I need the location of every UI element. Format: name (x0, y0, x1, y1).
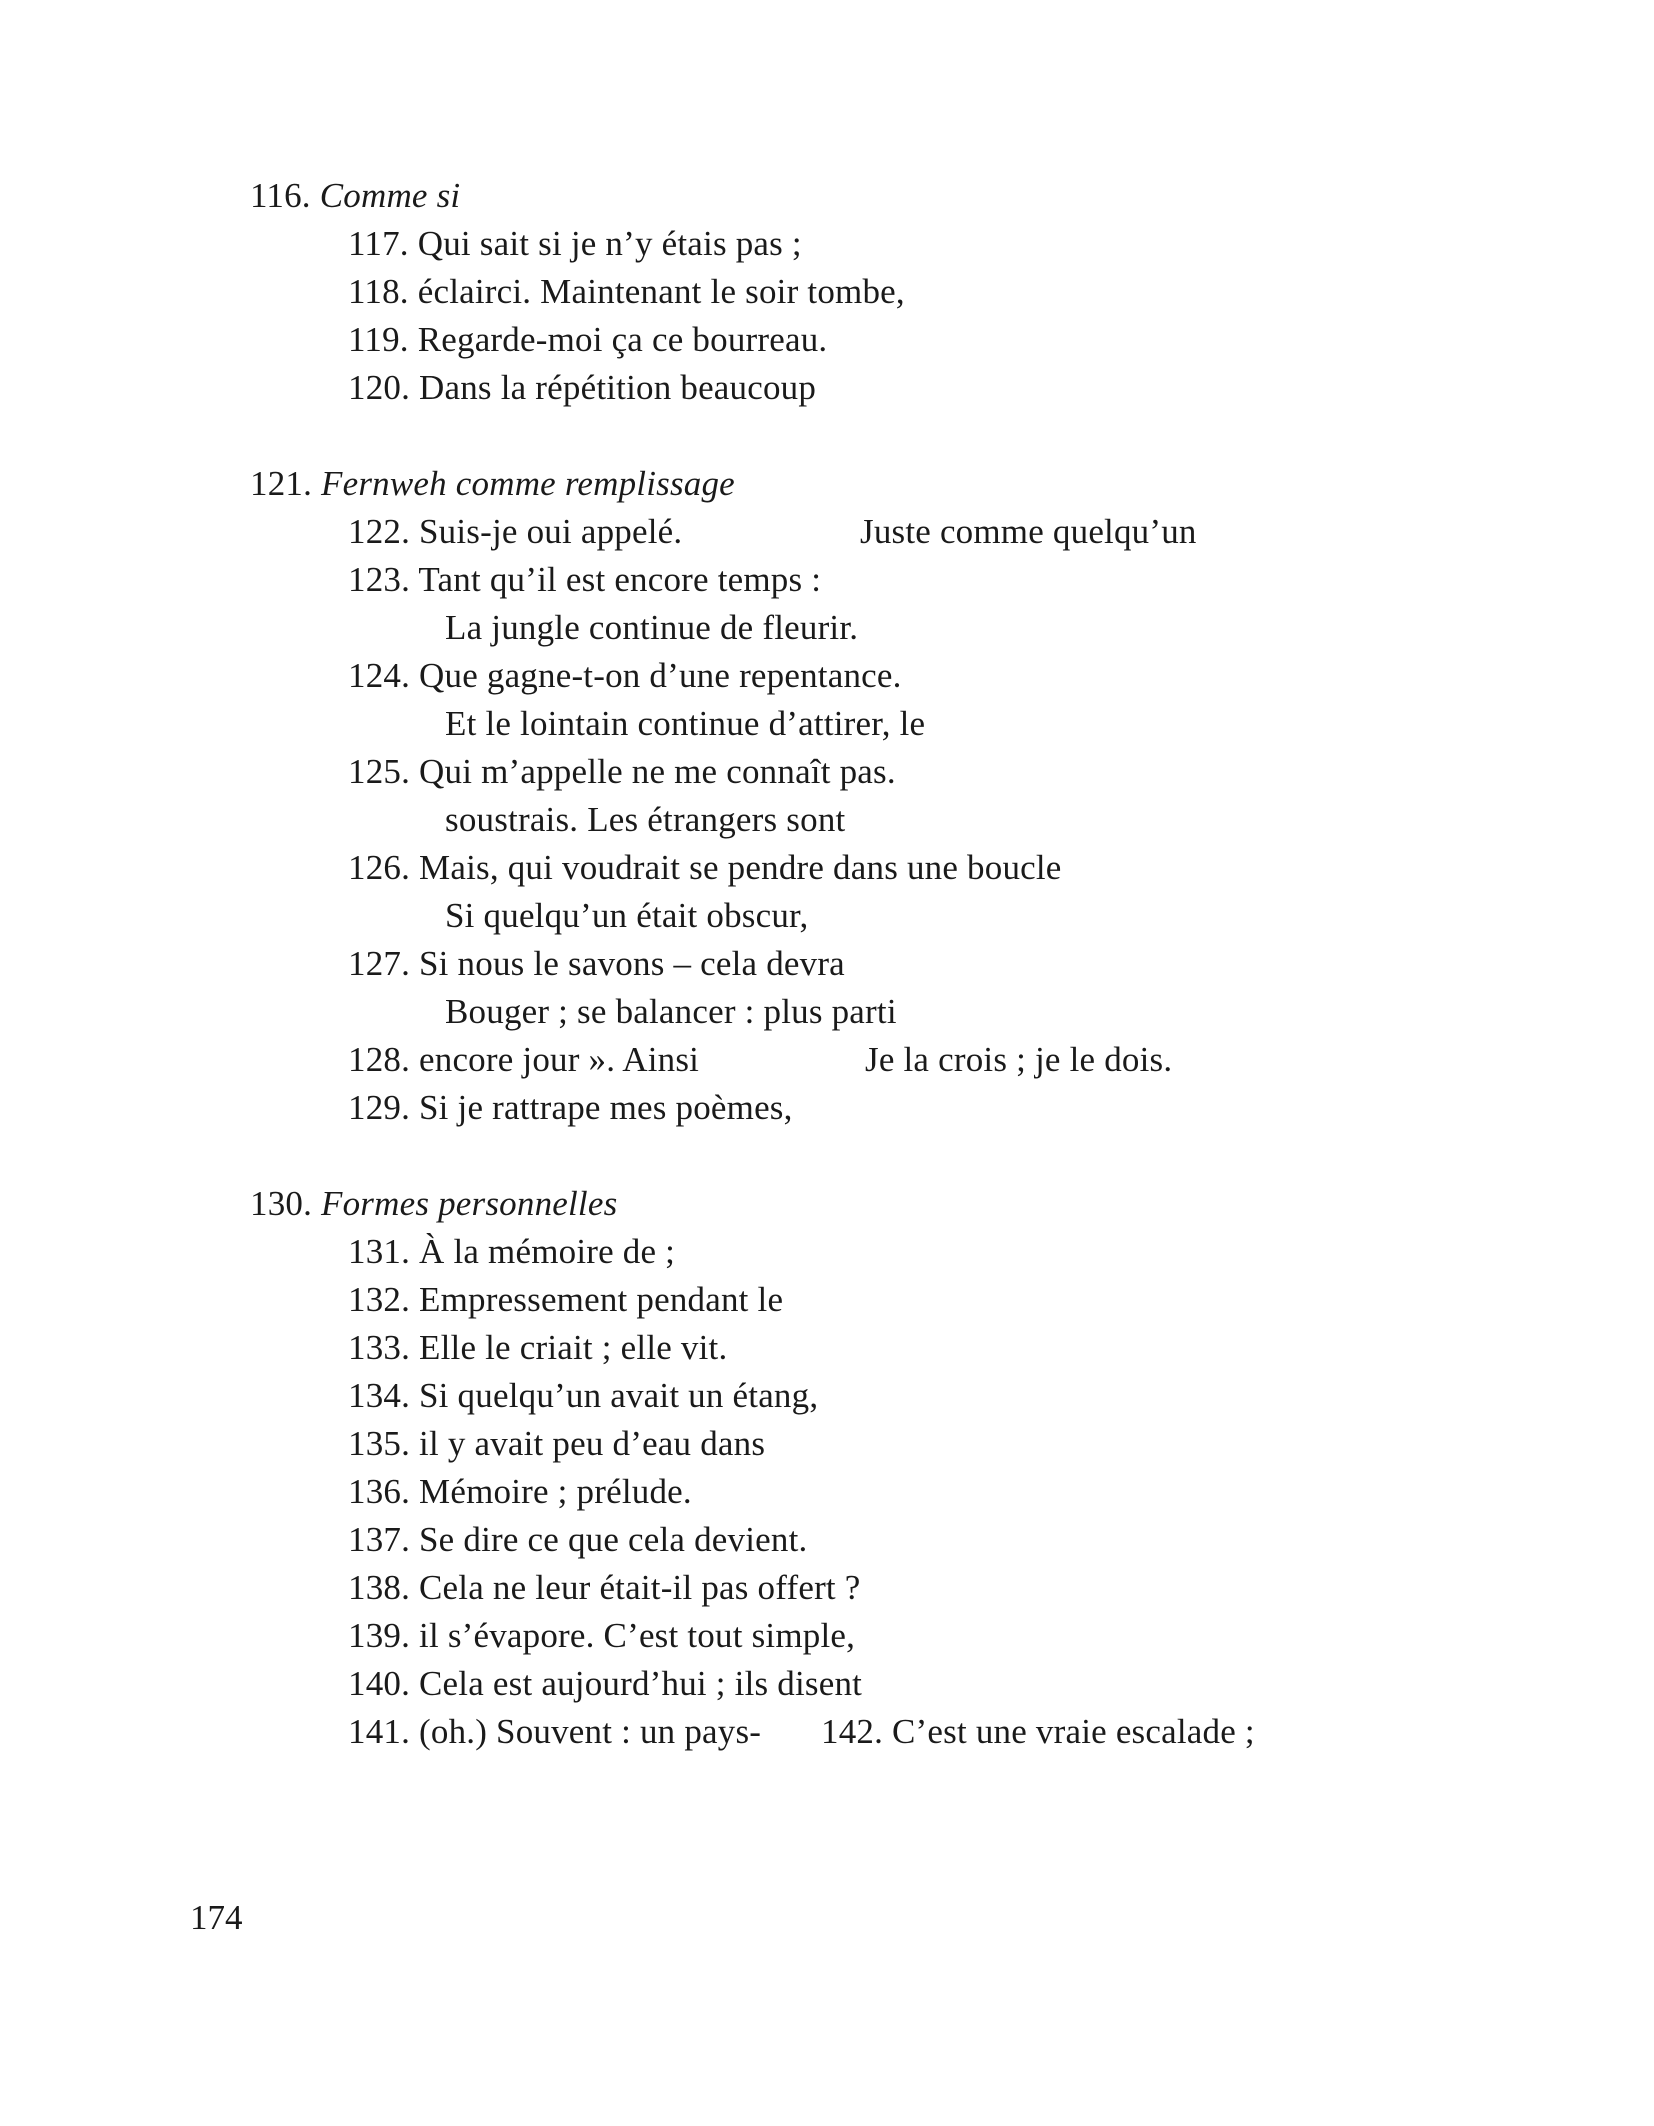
numbered-line (348, 656, 902, 696)
continuation-line: soustrais. Les étrangers sont (445, 800, 846, 839)
line-text: Dans la répétition beaucoup (419, 368, 817, 407)
line-number: 134. (348, 1376, 411, 1415)
numbered-line (348, 560, 821, 600)
numbered-line (348, 1424, 765, 1464)
line-number: 129. (348, 1088, 411, 1127)
numbered-line (348, 512, 1448, 552)
heading-number: 121. (250, 464, 313, 503)
line-number: 135. (348, 1424, 411, 1463)
line-number: 120. (348, 368, 411, 407)
section-heading (250, 1184, 617, 1224)
line-text: Tant qu’il est encore temps : (418, 560, 822, 599)
line-text: Qui m’appelle ne me connaît pas. (419, 752, 896, 791)
line-text: Mais, qui voudrait se pendre dans une boucle (419, 848, 1062, 887)
line-text: Mémoire ; prélude. (419, 1472, 692, 1511)
numbered-line (348, 1280, 783, 1320)
numbered-line (348, 1664, 862, 1704)
second-column-text: Je la crois ; je le dois. (865, 1040, 1173, 1079)
second-column-text: 142. C’est une vraie escalade ; (821, 1712, 1255, 1751)
line-text: Cela est aujourd’hui ; ils disent (419, 1664, 863, 1703)
line-number: 126. (348, 848, 411, 887)
numbered-line (348, 224, 802, 264)
numbered-line (348, 1328, 727, 1368)
numbered-line (348, 1568, 861, 1608)
line-text: Regarde-moi ça ce bourreau. (417, 320, 828, 359)
line-text: éclairci. Maintenant le soir tombe, (417, 272, 905, 311)
line-number: 123. (348, 560, 411, 599)
numbered-line (348, 368, 816, 408)
line-number: 125. (348, 752, 411, 791)
numbered-line (348, 1616, 855, 1656)
section-heading (250, 176, 460, 216)
line-text: Que gagne-t-on d’une repentance. (419, 656, 902, 695)
line-text: Si nous le savons – cela devra (419, 944, 845, 983)
continuation-line: Bouger ; se balancer : plus parti (445, 992, 897, 1031)
heading-number: 116. (250, 176, 311, 215)
line-text: Si quelqu’un avait un étang, (419, 1376, 819, 1415)
line-number: 139. (348, 1616, 411, 1655)
line-number: 131. (348, 1232, 411, 1271)
line-text: Qui sait si je n’y étais pas ; (417, 224, 802, 263)
numbered-line (348, 1472, 692, 1512)
line-text: il s’évapore. C’est tout simple, (419, 1616, 856, 1655)
line-number: 118. (348, 272, 409, 311)
numbered-line (348, 1712, 1448, 1752)
line-text: Suis-je oui appelé. (419, 512, 683, 551)
line-number: 117. (348, 224, 409, 263)
continuation-line: La jungle continue de fleurir. (445, 608, 859, 647)
line-number: 119. (348, 320, 409, 359)
line-text: Cela ne leur était-il pas offert ? (419, 1568, 861, 1607)
heading-number: 130. (250, 1184, 313, 1223)
line-text: Empressement pendant le (419, 1280, 784, 1319)
page-number: 174 (190, 1898, 243, 1937)
line-text: il y avait peu d’eau dans (419, 1424, 766, 1463)
numbered-line (348, 320, 827, 360)
heading-title: Formes personnelles (321, 1184, 618, 1223)
line-number: 128. (348, 1040, 411, 1079)
numbered-line (348, 1088, 793, 1128)
line-number: 136. (348, 1472, 411, 1511)
heading-title: Comme si (319, 176, 461, 215)
continuation-line: Si quelqu’un était obscur, (445, 896, 809, 935)
line-number: 132. (348, 1280, 411, 1319)
line-number: 124. (348, 656, 411, 695)
line-number: 133. (348, 1328, 411, 1367)
line-number: 138. (348, 1568, 411, 1607)
line-number: 122. (348, 512, 411, 551)
line-number: 140. (348, 1664, 411, 1703)
numbered-line (348, 1232, 675, 1272)
numbered-line (348, 272, 905, 312)
numbered-line (348, 944, 845, 984)
numbered-line (348, 752, 896, 792)
numbered-line (348, 1376, 818, 1416)
line-number: 141. (348, 1712, 411, 1751)
heading-title: Fernweh comme remplissage (321, 464, 735, 503)
line-text: (oh.) Souvent : un pays- (419, 1712, 762, 1751)
numbered-line (348, 848, 1062, 888)
second-column-text: Juste comme quelqu’un (860, 512, 1197, 551)
continuation-line: Et le lointain continue d’attirer, le (445, 704, 926, 743)
numbered-line (348, 1040, 1348, 1080)
line-number: 137. (348, 1520, 411, 1559)
line-number: 127. (348, 944, 411, 983)
numbered-line (348, 1520, 807, 1560)
line-text: Se dire ce que cela devient. (419, 1520, 808, 1559)
section-heading (250, 464, 735, 504)
line-text: Si je rattrape mes poèmes, (419, 1088, 793, 1127)
line-text: encore jour ». Ainsi (419, 1040, 700, 1079)
line-text: À la mémoire de ; (419, 1232, 676, 1271)
line-text: Elle le criait ; elle vit. (419, 1328, 728, 1367)
